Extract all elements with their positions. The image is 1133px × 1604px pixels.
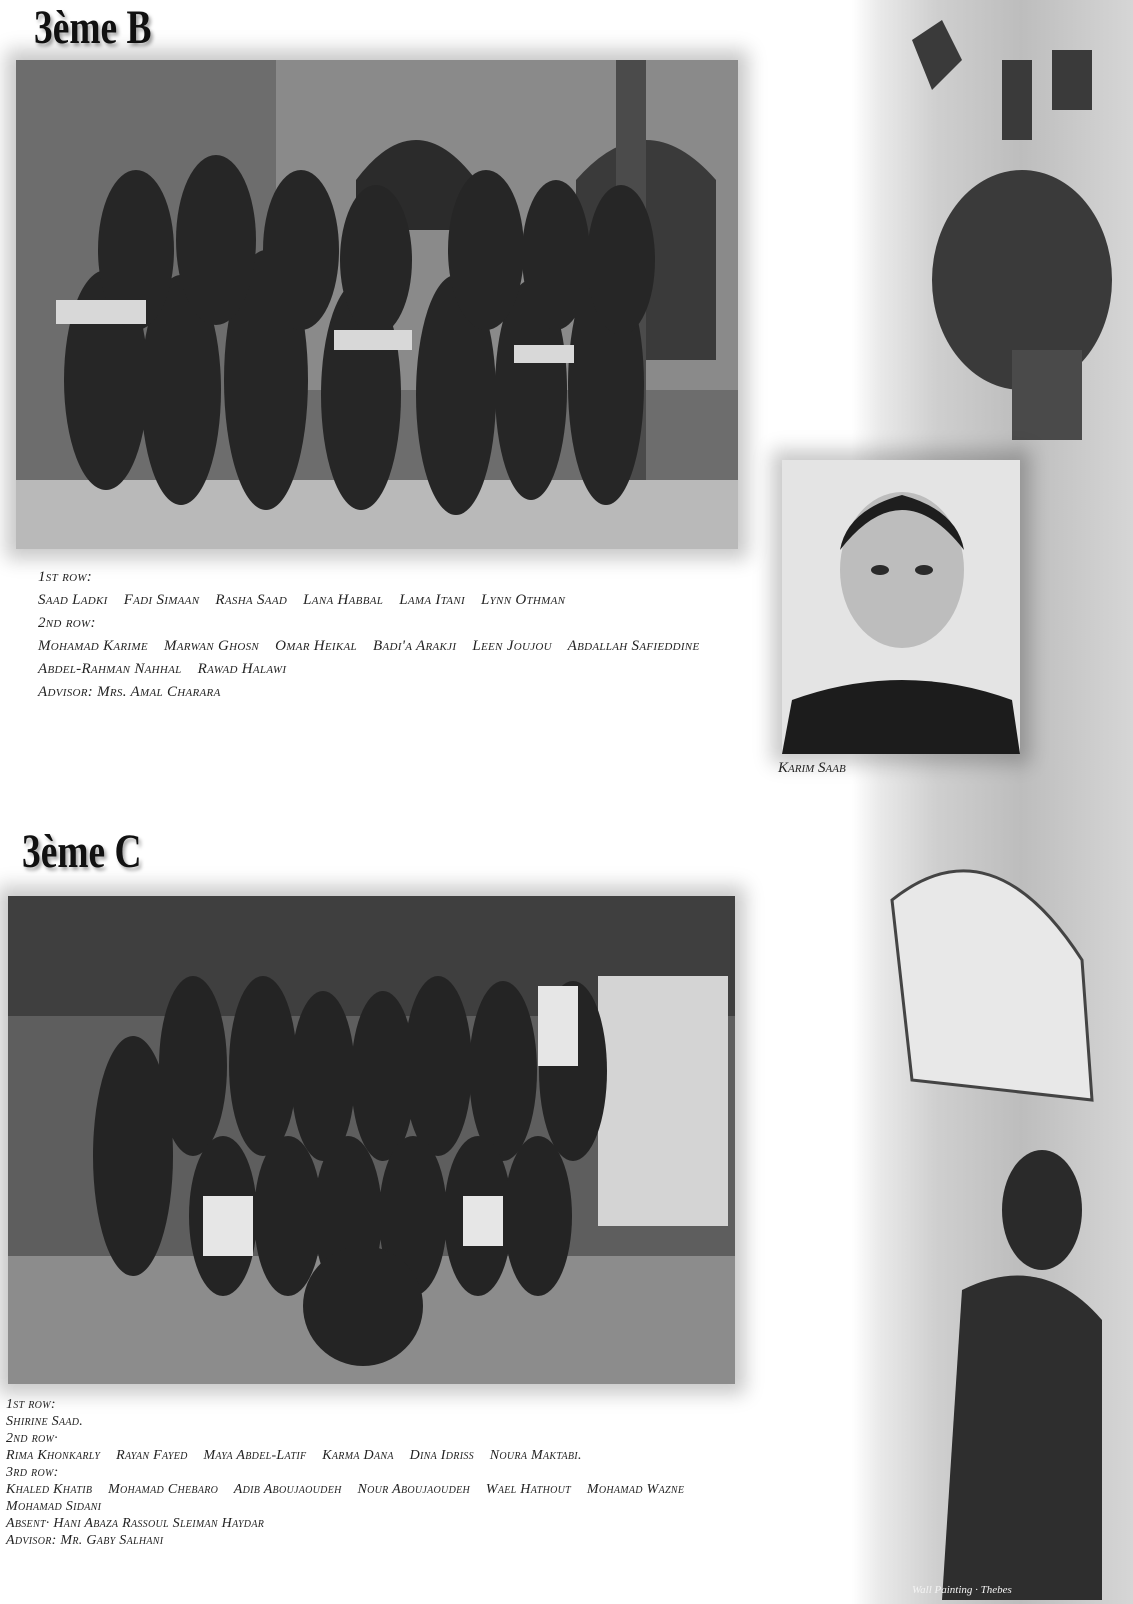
student-name: Nour Aboujaoudeh [357,1482,471,1497]
advisor-line: Advisor: Mrs. Amal Charara [38,684,221,700]
row-names [6,1447,746,1464]
student-name: Rayan Fayed [116,1448,188,1463]
student-name: Lynn Othman [481,592,566,608]
student-name: Abdel-Rahman Nahhal [38,661,182,677]
student-name: Wael Hathout [485,1482,572,1497]
student-name: Khaled Khatib [6,1482,93,1497]
row-names [6,1481,746,1515]
row-label: 2nd row· [6,1431,58,1446]
student-name: Mohamad Chebaro [108,1482,219,1497]
advisor-line: Advisor: Mr. Gaby Salhani [6,1533,164,1548]
student-name: Lama Itani [399,592,465,608]
class-3b-caption [38,566,728,704]
portrait-caption: Karim Saab [778,760,846,776]
student-name: Lana Habbal [303,592,384,608]
student-name: Fadi Simaan [123,592,200,608]
wall-painting-strip [852,0,1133,1604]
student-name: Marwan Ghosn [163,638,260,654]
student-name: Dina Idriss [409,1448,474,1463]
student-name: Mohamad Wazne [586,1482,685,1497]
student-name: Karma Dana [322,1448,394,1463]
student-name: Rima Khonkarly [6,1448,101,1463]
row-label: 2nd row: [38,615,96,631]
row-names [6,1413,746,1430]
student-name: Leen Joujou [472,638,552,654]
student-name: Saad Ladki [38,592,108,608]
class-3b-group-photo [16,60,738,549]
class-3b-heading: 3ème B [34,1,152,54]
student-name: Abdallah Safieddine [567,638,700,654]
row-names [38,589,728,612]
student-name: Adib Aboujaoudeh [233,1482,342,1497]
row-names [38,635,728,681]
student-name: Rasha Saad [215,592,288,608]
student-name: Maya Abdel-Latif [203,1448,307,1463]
student-name: Mohamad Karime [38,638,148,654]
student-name: Noura Maktabi. [489,1448,582,1463]
student-name: Omar Heikal [275,638,357,654]
row-label: 1st row: [6,1397,56,1412]
class-3c-heading: 3ème C [22,825,142,878]
class-3c-group-photo [8,896,735,1384]
row-label: 1st row: [38,569,93,585]
absent-line: Absent· Hani Abaza Rassoul Sleiman Haydar [6,1516,265,1531]
student-name: Shirine Saad. [6,1414,84,1429]
class-3c-caption [6,1396,746,1549]
student-name: Mohamad Sidani [6,1499,102,1514]
student-name: Badi'a Arakji [373,638,457,654]
student-portrait-photo [782,460,1020,754]
wall-painting-caption: Wall Painting · Thebes [912,1584,1012,1596]
student-name: Rawad Halawi [197,661,287,677]
row-label: 3rd row: [6,1465,59,1480]
